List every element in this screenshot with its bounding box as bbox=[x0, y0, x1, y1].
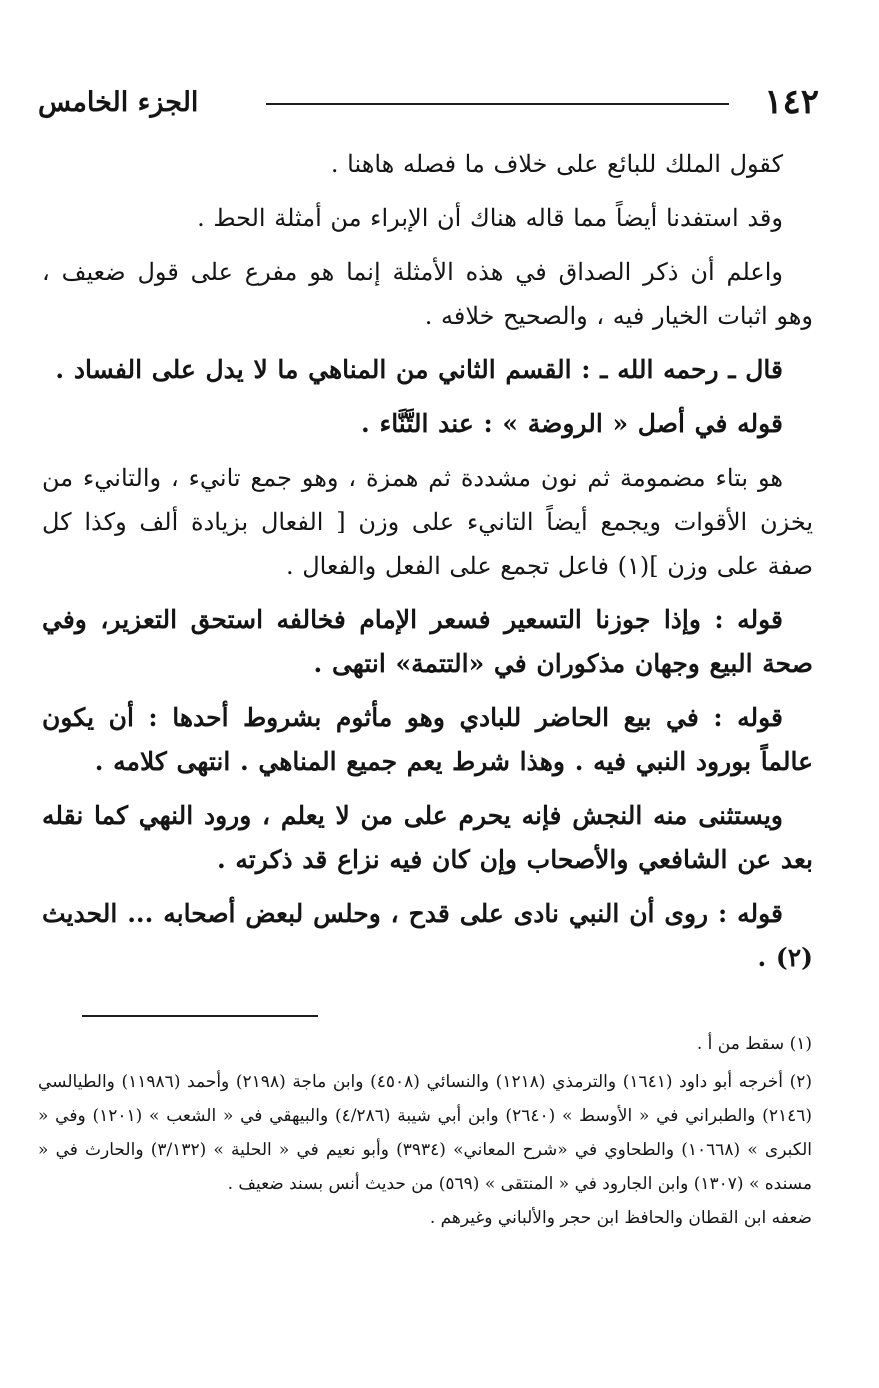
paragraph-9: ويستثنى منه النجش فإنه يحرم على من لا يعلم ، ورود النهي كما نقله بعد عن الشافعي والأصحاب وإن كان فيه نزاع قد ذكرته . bbox=[42, 801, 813, 874]
paragraph-3: واعلم أن ذكر الصداق في هذه الأمثلة إنما هو مفرع على قول ضعيف ، وهو اثبات الخيار فيه ، والصحيح خلافه . bbox=[42, 258, 813, 330]
paragraph-6: هو بتاء مضمومة ثم نون مشددة ثم همزة ، وهو جمع تانيء ، والتانيء من يخزن الأقوات ويجمع أيضاً التانيء على وزن [ الفعال بزيادة ألف وكذا كل صفة على وزن ](١) فاعل تجمع على الفعل والفعال . bbox=[42, 464, 813, 580]
running-title: الجزء الخامس bbox=[38, 87, 199, 118]
footnotes bbox=[38, 1027, 812, 1317]
paragraph-8: قوله : في بيع الحاضر للبادي وهو مأثوم بشروط أحدها : أن يكون عالماً بورود النبي فيه . وهذا شرط يعم جميع المناهي . انتهى كلامه . bbox=[42, 703, 813, 776]
paragraph-4: قال ـ رحمه الله ـ : القسم الثاني من المناهي ما لا يدل على الفساد . bbox=[55, 355, 783, 384]
page-header bbox=[38, 82, 819, 128]
page-number: ١٤٢ bbox=[764, 82, 819, 122]
footnote-2-continuation: ضعفه ابن القطان والحافظ ابن حجر والألباني وغيرهم . bbox=[429, 1208, 812, 1228]
footnote-divider bbox=[82, 1015, 318, 1017]
paragraph-10: قوله : روى أن النبي نادى على قدح ، وحلس لبعض أصحابه ... الحديث (٢) . bbox=[42, 899, 813, 972]
header-divider bbox=[266, 103, 729, 105]
footnote-2: (٢) أخرجه أبو داود (١٦٤١) والترمذي (١٢١٨) والنسائي (٤٥٠٨) وابن ماجة (٢١٩٨) وأحمد (١١٩٨٦) والطيالسي (٢١٤٦) والطبراني في « الأوسط » (٢٦٤٠) وابن أبي شيبة (٤/٢٨٦) والبيهقي في « الشعب » (١٢٠١) وفي « الكبرى » (١٠٦٦٨) والطحاوي في «شرح المعاني» (٣٩٣٤) وأبو نعيم في « الحلية » (٣/١٣٢) والحارث في « مسنده » (١٣٠٧) وابن الجارود في « المنتقى » (٥٦٩) من حديث أنس بسند ضعيف . bbox=[38, 1072, 812, 1194]
footnote-1: (١) سقط من أ . bbox=[696, 1034, 812, 1054]
paragraph-1: كقول الملك للبائع على خلاف ما فصله هاهنا . bbox=[330, 150, 783, 178]
paragraph-5: قوله في أصل « الروضة » : عند التَّنَّاء . bbox=[361, 409, 783, 438]
paragraph-2: وقد استفدنا أيضاً مما قاله هناك أن الإبراء من أمثلة الحط . bbox=[197, 204, 783, 232]
main-text bbox=[42, 142, 813, 1014]
paragraph-7: قوله : وإذا جوزنا التسعير فسعر الإمام فخالفه استحق التعزير، وفي صحة البيع وجهان مذكوران في «التتمة» انتهى . bbox=[42, 605, 813, 678]
